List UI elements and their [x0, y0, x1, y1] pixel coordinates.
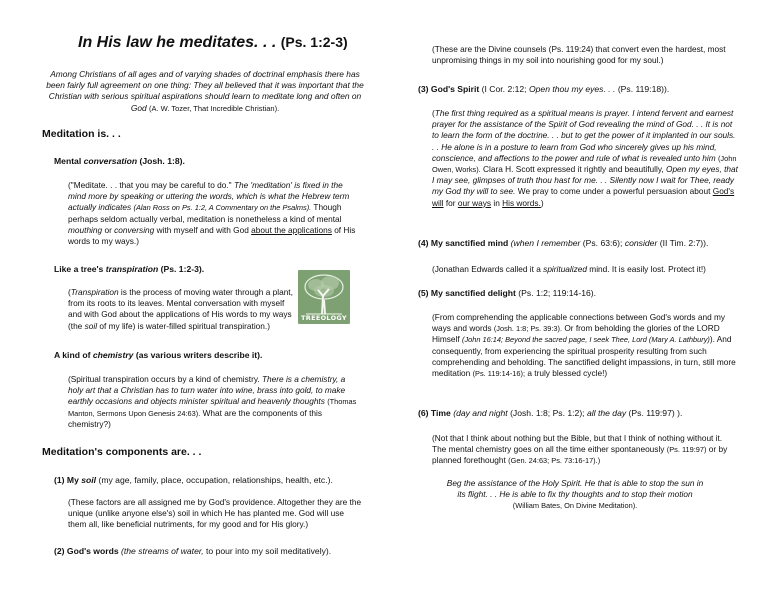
page-title	[78, 34, 378, 52]
component-gods-spirit: (3) God's Spirit (I Cor. 2:12; Open thou my eyes. . . (Ps. 119:18)).	[418, 84, 670, 94]
heading-chemistry: A kind of chemistry (as various writers describe it).	[54, 350, 263, 360]
time-text: (Not that I think about nothing but the Bible, but that I think of nothing without it. The mental chemistry goes on all the time either spontaneously (Ps. 119:97) or by planned forethought (Gen. 24:63; Ps. 73:16-17).)	[432, 433, 728, 466]
title-ref: (Ps. 1:2-3)	[280, 34, 348, 50]
mental-conversation-text: ("Meditate. . . that you may be careful to do." The 'meditation' is fixed in the mind more by speaking or uttering the words, which is what the Hebrew term actually indicates (Alan Ross on Ps. 1:2, A Commentary on the Psalms). Though perhaps seldom actually verbal, meditation is nonetheless a kind of mental mouthing or conversing with myself and with God about the applications of His words to my ways.)	[68, 180, 356, 247]
tree-icon	[298, 270, 350, 316]
intro-quote	[40, 69, 370, 114]
component-gods-words: (2) God's words (the streams of water, to pour into my soil meditatively).	[54, 546, 332, 556]
gods-spirit-text: (The first thing required as a spiritual means is prayer. I intend fervent and earnest prayer for the assistance of the Spirit of God revealing the mind of God. . . It is not to learn the form of the doctrine. . . but to get the power of it implanted in our souls. . . He alone is in a posture to learn from God who sincerely gives up his mind, conscience, and affections to the power and rule of what is revealed unto him (John Owen, Works). Clara H. Scott expressed it rightly and beautifully, Open my eyes, that I may see, glimpses of truth thou hast for me. . . Silently now I wait for Thee, ready my God thy will to see. We pray to come under a powerful persuasion about God's will for our ways in His words.)	[432, 108, 738, 208]
closing-quote: Beg the assistance of the Holy Spirit. He that is able to stop the sun in its flight. . . He is able to fix thy thoughts and to stop their motion (William Bates, On Divine Meditation).	[446, 478, 704, 511]
transpiration-text: (Transpiration is the process of moving water through a plant, from its roots to its leaves. Mental conversation with myself and with God about the applications of His words to my ways (the soil of my life) is water-filled spiritual transpiration.)	[68, 287, 293, 331]
treeology-logo	[298, 270, 350, 324]
sanctified-delight-text: (From comprehending the applicable connections between God's words and my ways and words (Josh. 1:8; Ps. 39:3). Or from beholding the glories of the LORD Himself (John 16:14; Beyond the sacred page, I seek Thee, Lord (Mary A. Lathbury)). And consequently, from experiencing the spiritual prosperity resulting from such comprehending and beholding. The sanctified delight impassions, in turn, still more meditation (Ps. 119:14-16); a truly blessed cycle!)	[432, 312, 736, 379]
component-sanctified-mind: (4) My sanctified mind (when I remember (Ps. 63:6); consider (II Tim. 2:7)).	[418, 238, 709, 248]
soil-text: (These factors are all assigned me by God's providence. Altogether they are the unique (unlike anyone else's) soil in which He has planted me. God will use them all, like beneficial nutriments, for my good and for His glory.)	[68, 497, 362, 530]
component-soil: (1) My soil (my age, family, place, occupation, relationships, health, etc.).	[54, 475, 333, 485]
heading-mental-conversation: Mental conversation (Josh. 1:8).	[54, 156, 185, 166]
section-meditation-is: Meditation is. . .	[42, 128, 121, 140]
title-main: In His law he meditates. . .	[78, 34, 277, 51]
component-sanctified-delight: (5) My sanctified delight (Ps. 1:2; 119:14-16).	[418, 288, 597, 298]
heading-transpiration: Like a tree's transpiration (Ps. 1:2-3).	[54, 264, 205, 274]
section-components: Meditation's components are. . .	[42, 446, 202, 458]
intro-text: Among Christians of all ages and of varying shades of doctrinal emphasis there has been fairly full agreement on one thing: They all believed that it was important that the Christian with serious spiritual aspirations should learn to meditate long and often on God	[46, 69, 364, 113]
chemistry-text: (Spiritual transpiration occurs by a kind of chemistry. There is a chemistry, a holy art that a Christian has to turn water into wine, brass into gold, to make earthly occasions and objects minister spiritual and heavenly thoughts (Thomas Manton, Sermons Upon Genesis 24:63). What are the components of this chemistry?)	[68, 374, 357, 429]
sanctified-mind-text: (Jonathan Edwards called it a spiritualized mind. It is easily lost. Protect it!)	[432, 264, 706, 274]
logo-text: TREEOLOGY	[301, 314, 347, 322]
gods-words-text: (These are the Divine counsels (Ps. 119:24) that convert even the hardest, most unpromising things in my soil into nourishing good for my soul.)	[432, 44, 726, 66]
intro-cite: (A. W. Tozer, That Incredible Christian).	[148, 103, 280, 113]
component-time: (6) Time (day and night (Josh. 1:8; Ps. 1:2); all the day (Ps. 119:97) ).	[418, 408, 683, 418]
